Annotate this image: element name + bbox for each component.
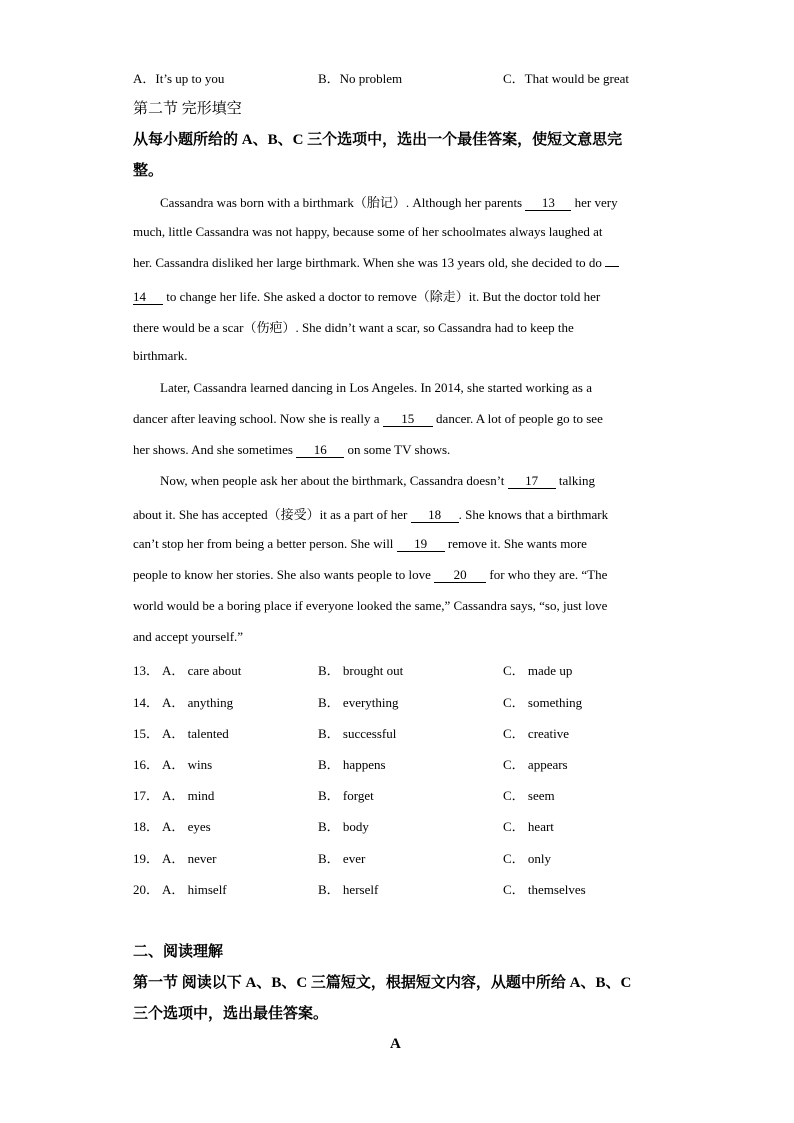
- passage-text: her shows. And she sometimes: [133, 442, 297, 457]
- blank-15: 15: [383, 412, 433, 427]
- option-a: A． talented: [162, 726, 229, 741]
- prev-option-a: A．It’s up to you: [133, 71, 225, 86]
- option-c: C． appears: [503, 757, 568, 772]
- option-c: C． creative: [503, 726, 570, 741]
- passage-line: Later, Cassandra learned dancing in Los Angeles. In 2014, she started working as a: [160, 380, 592, 395]
- blank-20: 20: [434, 568, 486, 583]
- passage-text: to change her life. She asked a doctor to remove（除走）it. But the doctor told her: [163, 289, 601, 304]
- option-b: B． everything: [318, 695, 399, 710]
- section-instruction-line2: 整。: [133, 163, 164, 179]
- blank-19: 19: [397, 537, 445, 552]
- option-a: A． never: [162, 851, 217, 866]
- passage-line: [133, 442, 673, 458]
- option-a: A． himself: [162, 882, 227, 897]
- passage-line: much, little Cassandra was not happy, because some of her schoolmates always laughed at: [133, 224, 603, 239]
- passage-text: remove it. She wants more: [444, 536, 587, 551]
- blank-16: 16: [296, 443, 344, 458]
- question-number: 17．: [133, 788, 160, 803]
- option-c: C． heart: [503, 819, 554, 834]
- prev-option-c: C．That would be great: [503, 71, 629, 86]
- question-number: 14．: [133, 695, 160, 710]
- blank-13: 13: [525, 196, 571, 211]
- passage-text: talking: [555, 473, 596, 488]
- question-number: 16．: [133, 757, 160, 772]
- passage-line: and accept yourself.”: [133, 629, 244, 644]
- blank-14-start: [605, 266, 619, 267]
- passage-text: her. Cassandra disliked her large birthmark. When she was 13 years old, she decided to do: [133, 255, 606, 270]
- passage-text: Cassandra was born with a birthmark（胎记）. Although her parents: [160, 195, 526, 210]
- section-title: 第二节 完形填空: [133, 101, 242, 117]
- part-instruction-line2: 三个选项中，选出最佳答案。: [133, 1006, 329, 1022]
- passage-text: can’t stop her from being a better person. She will: [133, 536, 397, 551]
- blank-14: 14: [133, 290, 163, 305]
- option-a: A． care about: [162, 663, 242, 678]
- passage-line: [160, 473, 700, 489]
- option-a: A． mind: [162, 788, 215, 803]
- option-c: C． seem: [503, 788, 555, 803]
- question-number: 20．: [133, 882, 160, 897]
- passage-line: [133, 504, 673, 523]
- passage-text: her very: [571, 195, 618, 210]
- passage-text: dancer after leaving school. Now she is really a: [133, 411, 383, 426]
- option-a: A． eyes: [162, 819, 211, 834]
- section-instruction-line1: 从每小题所给的 A、B、C 三个选项中，选出一个最佳答案，使短文意思完: [133, 132, 623, 148]
- passage-line: birthmark.: [133, 348, 188, 363]
- part-title: 二、阅读理解: [133, 944, 224, 960]
- passage-text: for who they are. “The: [486, 567, 608, 582]
- option-a: A． wins: [162, 757, 213, 772]
- passage-line: [133, 567, 673, 583]
- passage-text: dancer. A lot of people go to see: [432, 411, 603, 426]
- option-b: B． brought out: [318, 663, 404, 678]
- passage-line: [133, 255, 673, 271]
- option-a: A． anything: [162, 695, 234, 710]
- blank-17: 17: [508, 474, 556, 489]
- option-c: C． something: [503, 695, 583, 710]
- question-number: 13．: [133, 663, 160, 678]
- question-number: 18．: [133, 819, 160, 834]
- passage-label: A: [390, 1036, 401, 1052]
- option-b: B． ever: [318, 851, 366, 866]
- passage-line: [133, 411, 673, 427]
- option-c: C． themselves: [503, 882, 586, 897]
- blank-18: 18: [411, 508, 459, 523]
- passage-line: world would be a boring place if everyone looked the same,” Cassandra says, “so, just love: [133, 598, 608, 613]
- prev-option-b: B．No problem: [318, 71, 403, 86]
- option-b: B． herself: [318, 882, 379, 897]
- part-instruction-line1: 第一节 阅读以下 A、B、C 三篇短文，根据短文内容，从题中所给 A、B、C: [133, 975, 632, 991]
- question-number: 19．: [133, 851, 160, 866]
- passage-text: on some TV shows.: [344, 442, 451, 457]
- option-b: B． forget: [318, 788, 374, 803]
- option-b: B． happens: [318, 757, 386, 772]
- option-b: B． body: [318, 819, 369, 834]
- passage-text: . She knows that a birthmark: [458, 507, 609, 522]
- option-c: C． only: [503, 851, 552, 866]
- option-c: C． made up: [503, 663, 573, 678]
- option-b: B． successful: [318, 726, 397, 741]
- passage-line: [133, 536, 673, 552]
- passage-text: Now, when people ask her about the birthmark, Cassandra doesn’t: [160, 473, 508, 488]
- passage-text: people to know her stories. She also wants people to love: [133, 567, 435, 582]
- passage-line: [133, 286, 673, 305]
- passage-text: about it. She has accepted（接受）it as a part of her: [133, 507, 411, 522]
- passage-line: [160, 192, 700, 211]
- question-number: 15．: [133, 726, 160, 741]
- passage-line: there would be a scar（伤疤）. She didn’t want a scar, so Cassandra had to keep the: [133, 320, 574, 335]
